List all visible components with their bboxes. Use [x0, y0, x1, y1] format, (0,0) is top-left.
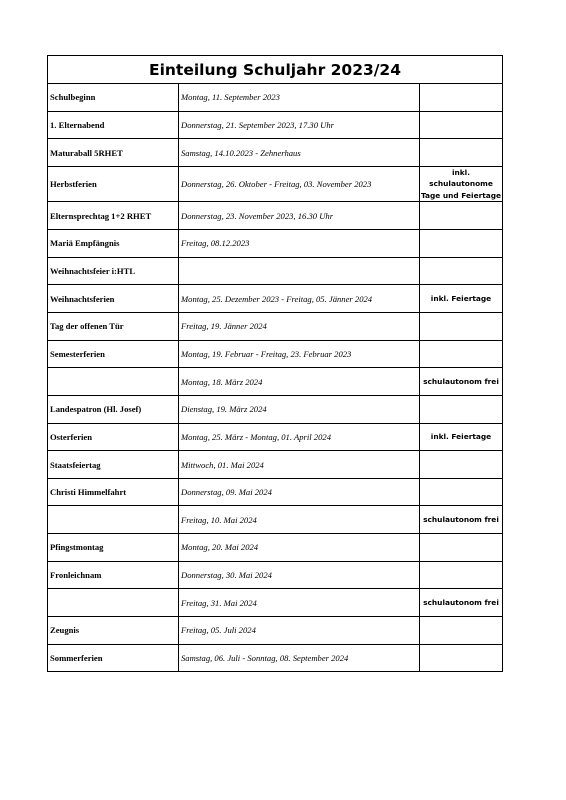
- note-cell: [420, 534, 503, 562]
- table-row: [48, 506, 502, 534]
- event-cell: Mariä Empfängnis: [48, 230, 179, 258]
- note-cell: schulautonom frei: [420, 589, 503, 617]
- date-cell: Donnerstag, 09. Mai 2024: [179, 478, 420, 506]
- date-cell: Donnerstag, 26. Oktober - Freitag, 03. November 2023: [179, 166, 420, 202]
- table-row: [48, 202, 502, 230]
- note-cell: [420, 111, 503, 139]
- event-cell: Elternsprechtag 1+2 RHET: [48, 202, 179, 230]
- table-row: [48, 589, 502, 617]
- event-cell: Landespatron (Hl. Josef): [48, 395, 179, 423]
- table-row: [48, 644, 502, 671]
- note-cell: [420, 478, 503, 506]
- note-cell: inkl. Feiertage: [420, 285, 503, 313]
- note-cell: [420, 139, 503, 167]
- note-cell: [420, 644, 503, 671]
- date-cell: Freitag, 19. Jänner 2024: [179, 312, 420, 340]
- date-cell: Samstag, 14.10.2023 - Zehnerhaus: [179, 139, 420, 167]
- table-row: [48, 368, 502, 396]
- date-cell: Montag, 19. Februar - Freitag, 23. Februar 2023: [179, 340, 420, 368]
- date-cell: Montag, 25. Dezember 2023 - Freitag, 05. Jänner 2024: [179, 285, 420, 313]
- note-cell: [420, 451, 503, 479]
- event-cell: [48, 589, 179, 617]
- table-row: [48, 478, 502, 506]
- event-cell: Christi Himmelfahrt: [48, 478, 179, 506]
- date-cell: Freitag, 31. Mai 2024: [179, 589, 420, 617]
- page-title: Einteilung Schuljahr 2023/24: [48, 56, 502, 84]
- table-row: [48, 617, 502, 645]
- note-cell: [420, 561, 503, 589]
- table-row: [48, 312, 502, 340]
- event-cell: Semesterferien: [48, 340, 179, 368]
- event-cell: Zeugnis: [48, 617, 179, 645]
- table-row: [48, 257, 502, 285]
- date-cell: Mittwoch, 01. Mai 2024: [179, 451, 420, 479]
- table-row: [48, 451, 502, 479]
- date-cell: Donnerstag, 23. November 2023, 16.30 Uhr: [179, 202, 420, 230]
- table-row: [48, 423, 502, 451]
- date-cell: Montag, 20. Mai 2024: [179, 534, 420, 562]
- date-cell: Freitag, 05. Juli 2024: [179, 617, 420, 645]
- date-cell: Montag, 11. September 2023: [179, 84, 420, 111]
- date-cell: Freitag, 10. Mai 2024: [179, 506, 420, 534]
- note-cell: schulautonom frei: [420, 506, 503, 534]
- schedule-table: [48, 84, 502, 671]
- date-cell: Donnerstag, 21. September 2023, 17.30 Uhr: [179, 111, 420, 139]
- event-cell: Schulbeginn: [48, 84, 179, 111]
- note-cell: inkl. Feiertage: [420, 423, 503, 451]
- schedule-sheet: [47, 55, 503, 672]
- date-cell: Montag, 25. März - Montag, 01. April 2024: [179, 423, 420, 451]
- event-cell: Fronleichnam: [48, 561, 179, 589]
- table-row: [48, 84, 502, 111]
- note-cell: inkl. schulautonome Tage und Feiertage: [420, 167, 502, 200]
- note-cell: [420, 312, 503, 340]
- date-cell: Freitag, 08.12.2023: [179, 230, 420, 258]
- table-row: [48, 561, 502, 589]
- event-cell: Osterferien: [48, 423, 179, 451]
- event-cell: Weihnachtsferien: [48, 285, 179, 313]
- note-cell: [420, 84, 503, 111]
- note-cell: [420, 395, 503, 423]
- date-cell: Dienstag, 19. März 2024: [179, 395, 420, 423]
- event-cell: Sommerferien: [48, 644, 179, 671]
- date-cell: [179, 257, 420, 285]
- table-row: [48, 285, 502, 313]
- table-row: [48, 230, 502, 258]
- note-cell: [420, 257, 503, 285]
- note-cell: [420, 202, 503, 230]
- table-row: [48, 111, 502, 139]
- table-row: [48, 139, 502, 167]
- event-cell: Tag der offenen Tür: [48, 312, 179, 340]
- table-row: [48, 340, 502, 368]
- event-cell: Pfingstmontag: [48, 534, 179, 562]
- table-row: [48, 395, 502, 423]
- event-cell: [48, 506, 179, 534]
- note-cell: [420, 617, 503, 645]
- schedule-rows: [48, 84, 502, 671]
- event-cell: 1. Elternabend: [48, 111, 179, 139]
- event-cell: Weihnachtsfeier i:HTL: [48, 257, 179, 285]
- event-cell: [48, 368, 179, 396]
- event-cell: Maturaball 5RHET: [48, 139, 179, 167]
- table-row: [48, 166, 502, 202]
- note-cell: [420, 340, 503, 368]
- date-cell: Donnerstag, 30. Mai 2024: [179, 561, 420, 589]
- date-cell: Montag, 18. März 2024: [179, 368, 420, 396]
- event-cell: Herbstferien: [48, 166, 179, 202]
- note-cell: schulautonom frei: [420, 368, 503, 396]
- event-cell: Staatsfeiertag: [48, 451, 179, 479]
- table-row: [48, 534, 502, 562]
- date-cell: Samstag, 06. Juli - Sonntag, 08. September 2024: [179, 644, 420, 671]
- note-cell: [420, 230, 503, 258]
